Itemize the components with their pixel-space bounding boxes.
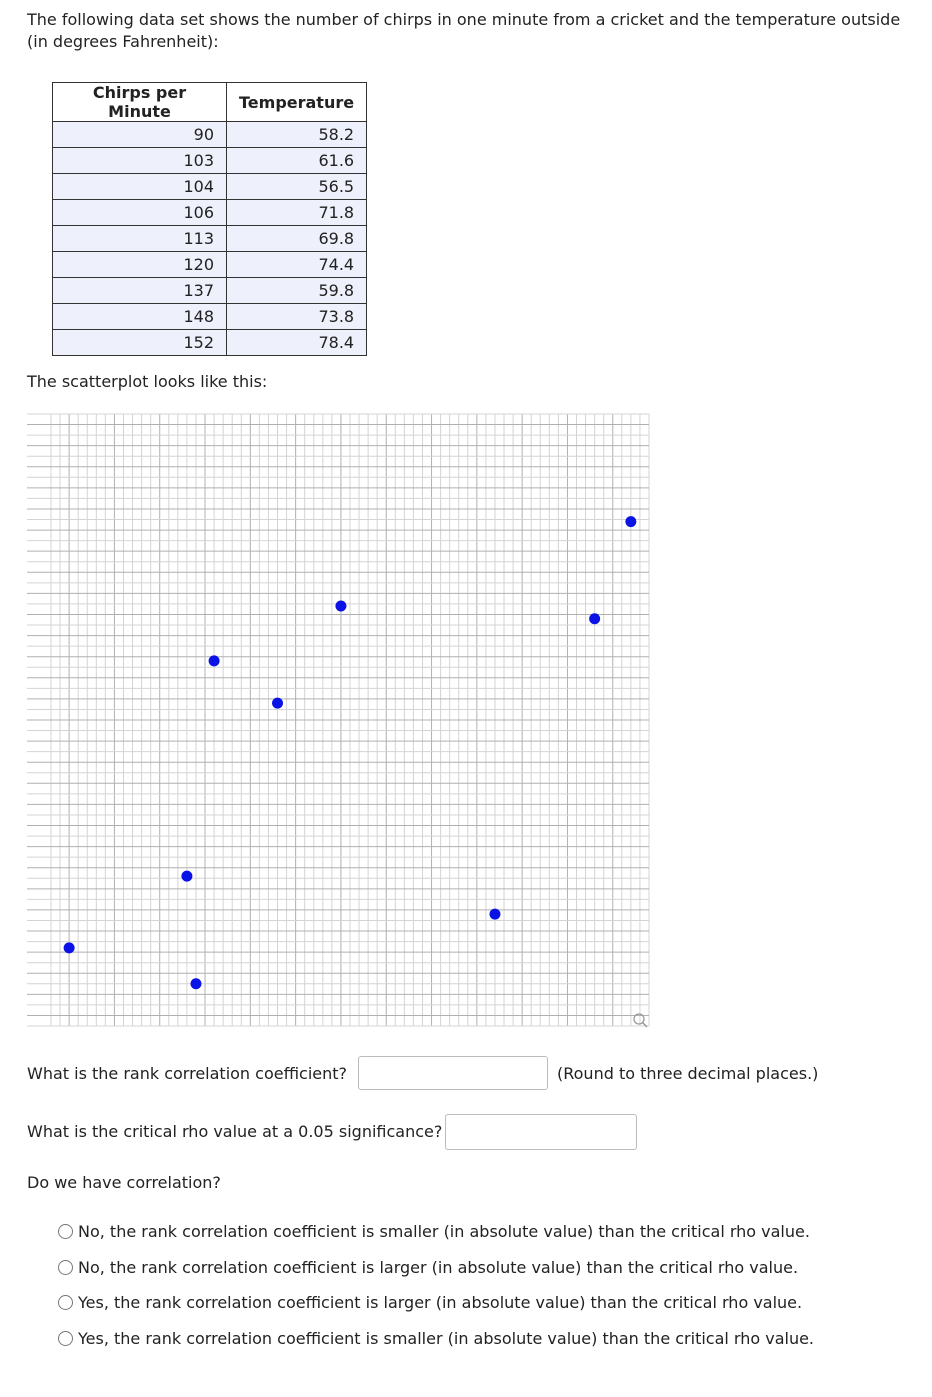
radio-button[interactable]: [58, 1260, 73, 1275]
cell-temperature: 58.2: [227, 122, 367, 148]
header-temperature: Temperature: [227, 83, 367, 122]
cell-temperature: 56.5: [227, 174, 367, 200]
cell-chirps: 152: [53, 330, 227, 356]
data-point: [625, 516, 636, 527]
table-row: [53, 174, 367, 200]
cell-chirps: 137: [53, 278, 227, 304]
table-row: [53, 122, 367, 148]
radio-button[interactable]: [58, 1331, 73, 1346]
cell-chirps: 148: [53, 304, 227, 330]
magnify-icon[interactable]: [634, 1014, 647, 1027]
table-row: [53, 304, 367, 330]
table-row: [53, 330, 367, 356]
option-label: No, the rank correlation coefficient is larger (in absolute value) than the critical rho value.: [78, 1257, 799, 1277]
critical-rho-question: What is the critical rho value at a 0.05 significance?: [27, 1122, 443, 1141]
correlation-options: [58, 1214, 814, 1356]
rank-correlation-question: What is the rank correlation coefficient?: [27, 1064, 348, 1083]
rounding-hint: (Round to three decimal places.): [557, 1064, 819, 1083]
cell-chirps: 90: [53, 122, 227, 148]
scatterplot: [27, 410, 652, 1030]
data-table: [52, 82, 367, 356]
plot-grid: [27, 414, 649, 1026]
radio-button[interactable]: [58, 1295, 73, 1310]
scatterplot-caption: The scatterplot looks like this:: [27, 372, 268, 391]
correlation-question: Do we have correlation?: [27, 1173, 221, 1192]
header-chirps: Chirps per Minute: [53, 83, 227, 122]
data-point: [489, 909, 500, 920]
table-row: [53, 148, 367, 174]
critical-rho-input[interactable]: [445, 1114, 637, 1150]
cell-chirps: 104: [53, 174, 227, 200]
option-label: Yes, the rank correlation coefficient is larger (in absolute value) than the critical rho value.: [78, 1293, 803, 1313]
data-point: [589, 613, 600, 624]
option-label: Yes, the rank correlation coefficient is smaller (in absolute value) than the critical rho value.: [78, 1328, 815, 1348]
table-row: [53, 226, 367, 252]
correlation-option[interactable]: [58, 1250, 814, 1286]
data-point: [335, 601, 346, 612]
data-point: [181, 871, 192, 882]
cell-temperature: 71.8: [227, 200, 367, 226]
table-row: [53, 252, 367, 278]
cell-chirps: 113: [53, 226, 227, 252]
correlation-option[interactable]: [58, 1321, 814, 1357]
cell-temperature: 59.8: [227, 278, 367, 304]
cell-chirps: 106: [53, 200, 227, 226]
correlation-option[interactable]: [58, 1214, 814, 1250]
table-header-row: [53, 83, 367, 122]
data-point: [272, 698, 283, 709]
cell-temperature: 61.6: [227, 148, 367, 174]
cell-chirps: 120: [53, 252, 227, 278]
rank-correlation-input[interactable]: [358, 1056, 548, 1090]
cell-temperature: 69.8: [227, 226, 367, 252]
radio-button[interactable]: [58, 1224, 73, 1239]
table-row: [53, 278, 367, 304]
cell-temperature: 74.4: [227, 252, 367, 278]
option-label: No, the rank correlation coefficient is smaller (in absolute value) than the critical rho value.: [78, 1222, 810, 1242]
data-point: [64, 942, 75, 953]
cell-temperature: 73.8: [227, 304, 367, 330]
table-row: [53, 200, 367, 226]
cell-chirps: 103: [53, 148, 227, 174]
data-point: [190, 978, 201, 989]
cell-temperature: 78.4: [227, 330, 367, 356]
data-point: [209, 655, 220, 666]
correlation-option[interactable]: [58, 1285, 814, 1321]
intro-text: The following data set shows the number of chirps in one minute from a cricket and the temperature outside (in degrees Fahrenheit):: [27, 10, 901, 51]
